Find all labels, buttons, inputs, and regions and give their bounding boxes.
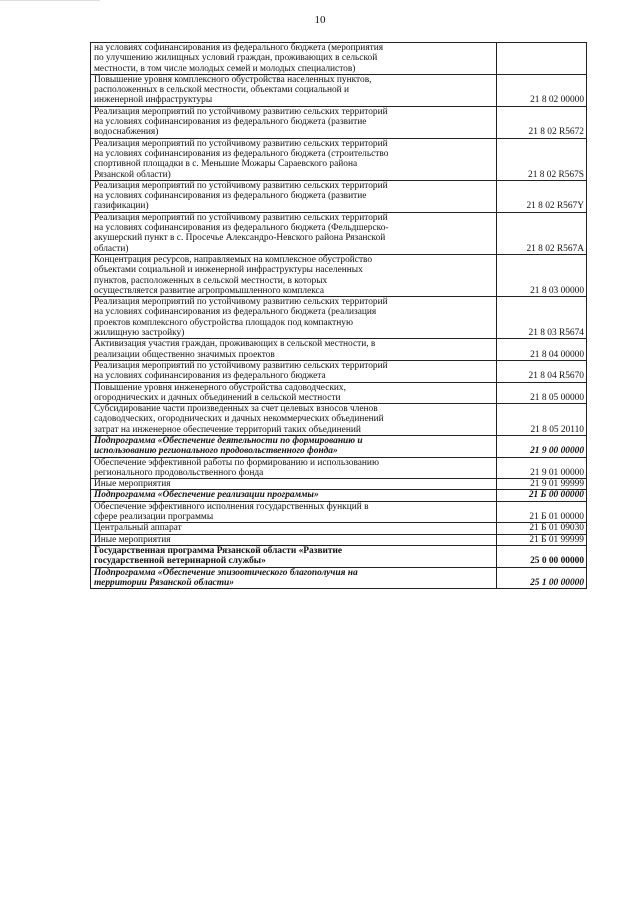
table-row <box>91 297 587 339</box>
row-name-cell: Реализация мероприятий по устойчивому развитию сельских территорий на условиях софинансирования из федерального бюджета (развитие газификации) <box>91 180 497 212</box>
table-row <box>91 457 587 479</box>
row-name-cell: Центральный аппарат <box>91 523 497 534</box>
row-code-cell: 21 8 05 00000 <box>497 382 587 404</box>
row-code-cell: 25 0 00 00000 <box>497 545 587 567</box>
row-name-cell: Обеспечение эффективной работы по формированию и использованию регионального продовольственного фонда <box>91 457 497 479</box>
scan-edge-mark <box>0 0 100 1</box>
table-row <box>91 501 587 523</box>
row-name-cell: Подпрограмма «Обеспечение реализации программы» <box>91 490 497 501</box>
table-row <box>91 534 587 545</box>
table-row <box>91 567 587 589</box>
row-name-cell: Реализация мероприятий по устойчивому развитию сельских территорий на условиях софинансирования из федерального бюджета (строительство спортивной площадки в с. Меньшие Можары Сараевского района Рязанской области) <box>91 138 497 180</box>
table-row <box>91 43 587 75</box>
row-code-cell: 21 8 04 R5670 <box>497 360 587 382</box>
row-name-cell: Иные мероприятия <box>91 534 497 545</box>
page-number: 10 <box>314 14 326 26</box>
row-code-cell: 21 8 02 R5672 <box>497 106 587 138</box>
row-code-cell: 21 8 02 R567A <box>497 212 587 254</box>
row-name-cell: Реализация мероприятий по устойчивому развитию сельских территорий на условиях софинансирования из федерального бюджета (реализация проектов комплексного обустройства площадок под компактную жилищную застройку) <box>91 297 497 339</box>
row-code-cell: 21 8 04 00000 <box>497 339 587 361</box>
row-name-cell: Обеспечение эффективного исполнения государственных функций в сфере реализации программы <box>91 501 497 523</box>
row-name-cell: Концентрация ресурсов, направляемых на комплексное обустройство объектами социальной и инженерной инфраструктуры населенных пунктов, расположенных в сельской местности, в которых осуществляется развитие агропромышленного комплекса <box>91 254 497 296</box>
row-code-cell: 21 8 05 20110 <box>497 404 587 436</box>
row-name-cell: Активизация участия граждан, проживающих в сельской местности, в реализации общественно значимых проектов <box>91 339 497 361</box>
table-row <box>91 138 587 180</box>
table-row <box>91 339 587 361</box>
table-row <box>91 212 587 254</box>
table-row <box>91 106 587 138</box>
table-row <box>91 360 587 382</box>
row-name-cell: Иные мероприятия <box>91 479 497 490</box>
table-row <box>91 479 587 490</box>
row-name-cell: Субсидирование части произведенных за счет целевых взносов членов садоводческих, огороднических и дачных некоммерческих объединений затрат на инженерное обеспечение территорий таких объединений <box>91 404 497 436</box>
table-row <box>91 404 587 436</box>
table-row <box>91 545 587 567</box>
row-name-cell: Государственная программа Рязанской области «Развитие государственной ветеринарной службы» <box>91 545 497 567</box>
table-row <box>91 254 587 296</box>
row-name-cell: Реализация мероприятий по устойчивому развитию сельских территорий на условиях софинансирования из федерального бюджета <box>91 360 497 382</box>
table-row <box>91 523 587 534</box>
row-name-cell: Подпрограмма «Обеспечение деятельности по формированию и использованию регионального продовольственного фонда» <box>91 435 497 457</box>
row-code-cell: 21 8 02 R567Y <box>497 180 587 212</box>
row-name-cell: на условиях софинансирования из федерального бюджета (мероприятия по улучшению жилищных условий граждан, проживающих в сельской местности, в том числе молодых семей и молодых специалистов) <box>91 43 497 75</box>
table-row <box>91 180 587 212</box>
row-code-cell: 25 1 00 00000 <box>497 567 587 589</box>
table-row <box>91 435 587 457</box>
row-code-cell: 21 8 02 00000 <box>497 74 587 106</box>
row-name-cell: Реализация мероприятий по устойчивому развитию сельских территорий на условиях софинансирования из федерального бюджета (Фельдшерско- акушерский пункт в с. Просечье Александро-Невского района Рязанской области) <box>91 212 497 254</box>
table-row <box>91 490 587 501</box>
row-code-cell: 21 9 00 00000 <box>497 435 587 457</box>
row-name-cell: Реализация мероприятий по устойчивому развитию сельских территорий на условиях софинансирования из федерального бюджета (развитие водоснабжения) <box>91 106 497 138</box>
row-code-cell: 21 Б 00 00000 <box>497 490 587 501</box>
row-name-cell: Подпрограмма «Обеспечение эпизоотического благополучия на территории Рязанской области» <box>91 567 497 589</box>
row-code-cell: 21 Б 01 99999 <box>497 534 587 545</box>
row-code-cell: 21 8 03 R5674 <box>497 297 587 339</box>
row-code-cell: 21 9 01 00000 <box>497 457 587 479</box>
row-code-cell: 21 Б 01 00000 <box>497 501 587 523</box>
row-name-cell: Повышение уровня комплексного обустройства населенных пунктов, расположенных в сельской местности, объектами социальной и инженерной инфраструктуры <box>91 74 497 106</box>
row-code-cell: 21 8 03 00000 <box>497 254 587 296</box>
table-row <box>91 382 587 404</box>
row-name-cell: Повышение уровня инженерного обустройства садоводческих, огороднических и дачных объединений в сельской местности <box>91 382 497 404</box>
table-row <box>91 74 587 106</box>
row-code-cell <box>497 43 587 75</box>
row-code-cell: 21 Б 01 09030 <box>497 523 587 534</box>
row-code-cell: 21 8 02 R567S <box>497 138 587 180</box>
row-code-cell: 21 9 01 99999 <box>497 479 587 490</box>
budget-classification-table <box>90 42 587 589</box>
